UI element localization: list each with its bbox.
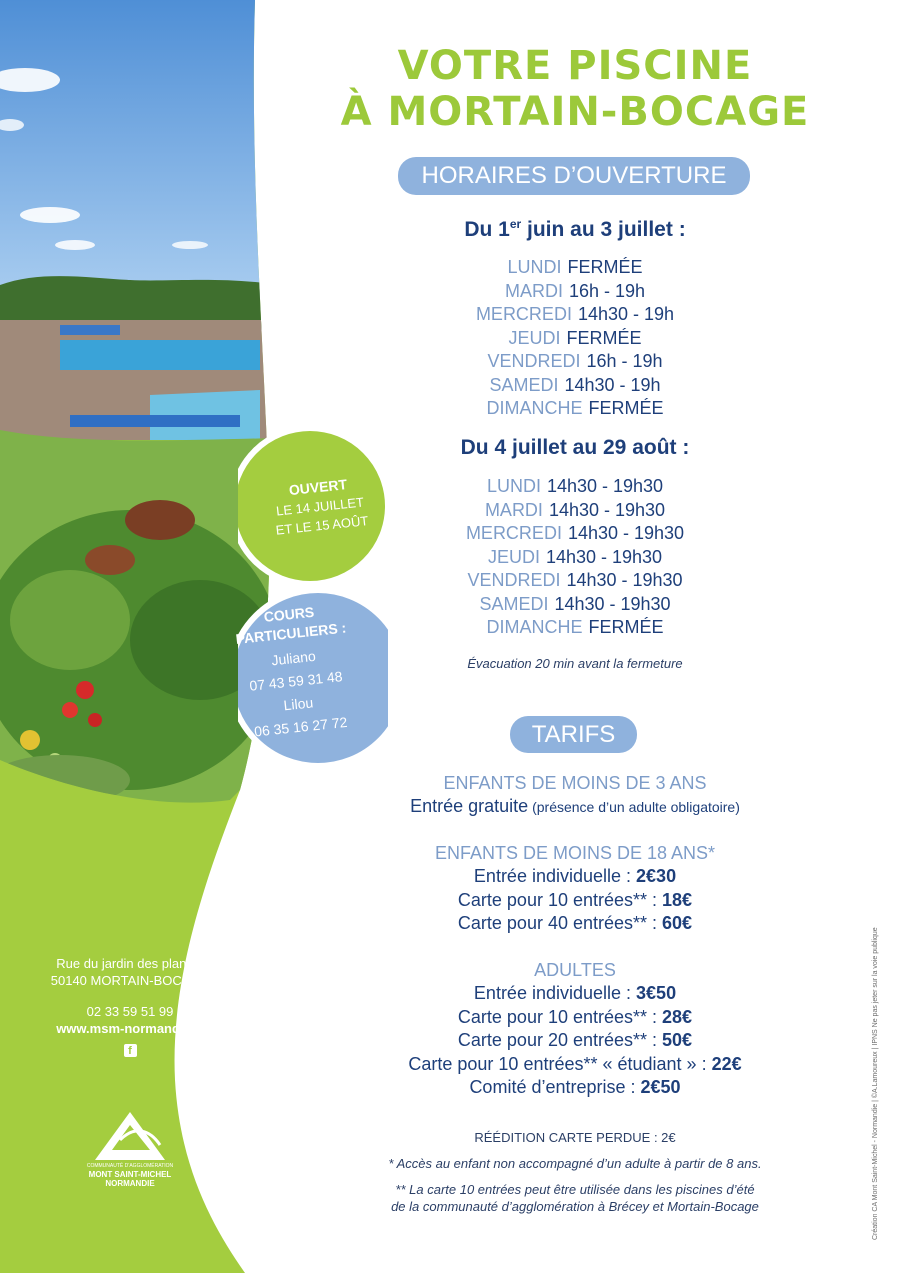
tarif-price: 3€50: [636, 983, 677, 1003]
tarif-line: [340, 889, 810, 913]
lessons-title-1: COURS: [262, 603, 315, 625]
tarif-label: Comité d’entreprise :: [469, 1077, 641, 1097]
period-1-label-sup: er: [509, 217, 522, 231]
lessons-title-2: PARTICULIERS :: [234, 619, 347, 647]
schedule-row: [390, 546, 760, 570]
hours-value: 16h - 19h: [568, 280, 646, 301]
hours-value: 14h30 - 19h30: [566, 570, 683, 590]
website-link[interactable]: www.msm-normandie.fr: [56, 1021, 204, 1036]
logo-line-2: MONT SAINT-MICHEL: [88, 1170, 172, 1179]
day-label: MERCREDI: [475, 304, 572, 324]
day-label: MARDI: [504, 280, 563, 301]
schedule-row: [390, 593, 760, 617]
tarif-line: [340, 982, 810, 1006]
day-label: DIMANCHE: [486, 398, 583, 418]
tarif-category: ENFANTS DE MOINS DE 3 ANS: [443, 773, 707, 793]
tarif-price: 18€: [662, 889, 693, 910]
hours-value: 14h30 - 19h30: [546, 476, 664, 496]
schedule-row: [390, 397, 760, 421]
tarif-line: [340, 912, 810, 936]
period-1-schedule: [390, 256, 760, 421]
tarif-line: [340, 795, 810, 819]
schedule-row: [390, 303, 760, 327]
schedule-row: [390, 522, 760, 546]
hours-value: FERMÉE: [588, 398, 664, 418]
day-label: MARDI: [484, 499, 543, 520]
instructor-name-1: Juliano: [270, 647, 317, 669]
hours-value: 14h30 - 19h: [564, 374, 661, 395]
tarif-price: 28€: [662, 1006, 693, 1027]
hours-value: 14h30 - 19h: [577, 304, 675, 324]
schedule-row: [390, 256, 760, 280]
hours-value: 14h30 - 19h30: [545, 546, 663, 567]
facebook-icon[interactable]: f: [124, 1044, 137, 1057]
tarif-label: Entrée individuelle :: [473, 983, 637, 1003]
schedule-row: [390, 499, 760, 523]
hours-value: 14h30 - 19h30: [554, 593, 671, 614]
schedule-row: [390, 569, 760, 593]
footnote-2-line-2: de la communauté d’agglomération à Brécey et Mortain-Bocage: [391, 1199, 759, 1214]
day-label: JEUDI: [487, 546, 540, 567]
hours-value: 14h30 - 19h30: [548, 499, 666, 520]
footnote-2-line-1: ** La carte 10 entrées peut être utilisée dans les piscines d’été: [395, 1182, 755, 1197]
tarif-line: [340, 865, 810, 889]
schedule-row: [390, 327, 760, 351]
tarif-line: [340, 1029, 810, 1053]
day-label: DIMANCHE: [486, 617, 583, 637]
day-label: SAMEDI: [489, 374, 559, 395]
hours-value: FERMÉE: [588, 617, 664, 637]
tarif-price: 50€: [662, 1030, 693, 1050]
tarif-under-3: [340, 771, 810, 819]
address-line-2: 50140 MORTAIN-BOCAGE: [50, 973, 210, 988]
day-label: VENDREDI: [467, 570, 561, 590]
logo-line-1: COMMUNAUTÉ D’AGGLOMÉRATION: [86, 1163, 174, 1169]
tarif-label: Carte pour 10 entrées** :: [457, 1006, 663, 1027]
tarif-free-label: Entrée gratuite: [410, 796, 529, 816]
tarif-category: ENFANTS DE MOINS DE 18 ANS*: [434, 843, 716, 863]
contact-block: [30, 955, 230, 1058]
open-title: OUVERT: [288, 476, 348, 499]
tarif-free-note: (présence d’un adulte obligatoire): [528, 799, 740, 815]
tarif-adults: [340, 958, 810, 1100]
logo-line-3: NORMANDIE: [105, 1179, 155, 1188]
schedule-row: [390, 616, 760, 640]
evacuation-note: Évacuation 20 min avant la fermeture: [467, 656, 683, 671]
tarif-category: ADULTES: [534, 960, 616, 980]
period-1-label-pre: Du 1: [464, 218, 510, 241]
tarif-label: Carte pour 40 entrées** :: [457, 913, 663, 933]
tarif-label: Carte pour 10 entrées** :: [457, 889, 663, 910]
tarif-line: [340, 1006, 810, 1030]
instructor-phone-2: 06 35 16 27 72: [253, 713, 349, 740]
instructor-name-2: Lilou: [282, 694, 314, 714]
hours-value: 16h - 19h: [586, 351, 663, 371]
schedule-row: [390, 350, 760, 374]
page-title-line-1: VOTRE PISCINE: [397, 43, 753, 89]
tarif-price: 2€50: [640, 1077, 681, 1097]
hours-value: 14h30 - 19h30: [567, 523, 685, 543]
schedule-row: [390, 280, 760, 304]
msm-logo-text: [75, 1163, 185, 1188]
day-label: LUNDI: [507, 257, 562, 277]
schedule-row: [390, 374, 760, 398]
day-label: JEUDI: [508, 327, 561, 348]
tarif-line: [340, 1076, 810, 1100]
instructor-phone-1: 07 43 59 31 48: [248, 668, 344, 694]
hours-value: FERMÉE: [567, 257, 643, 277]
period-2-schedule: [390, 475, 760, 640]
period-2-heading: Du 4 juillet au 29 août :: [460, 436, 690, 459]
lessons-text: [218, 598, 371, 746]
tarif-label: Carte pour 20 entrées** :: [457, 1030, 663, 1050]
tarif-line: [340, 1053, 810, 1077]
period-1-label-post: juin au 3 juillet :: [521, 218, 686, 241]
open-date-1: LE 14 JUILLET: [275, 494, 365, 519]
phone-number[interactable]: 02 33 59 51 99: [86, 1004, 174, 1019]
page-title-line-2: À MORTAIN-BOCAGE: [340, 89, 810, 135]
credit-text: Création CA Mont Saint-Michel - Normandie | ©A.Lamoureux | IPNS Ne pas jeter sur la voie publique: [872, 927, 879, 1240]
hours-section-pill: HORAIRES D’OUVERTURE: [398, 157, 750, 195]
tarif-under-18: [340, 841, 810, 936]
day-label: SAMEDI: [479, 593, 549, 614]
tarifs-section-pill: TARIFS: [510, 716, 637, 753]
tarif-label: Carte pour 10 entrées** « étudiant » :: [408, 1053, 712, 1074]
schedule-row: [390, 475, 760, 499]
day-label: LUNDI: [486, 476, 541, 496]
open-date-2: ET LE 15 AOÛT: [274, 513, 369, 538]
day-label: VENDREDI: [487, 351, 581, 371]
hours-value: FERMÉE: [566, 327, 642, 348]
day-label: MERCREDI: [465, 523, 562, 543]
tarif-label: Entrée individuelle :: [473, 866, 637, 886]
tarif-price: 22€: [711, 1053, 742, 1074]
tarif-price: 60€: [662, 913, 693, 933]
period-1-heading: [390, 217, 760, 242]
tarif-price: 2€30: [636, 866, 677, 886]
lost-card-fee: RÉÉDITION CARTE PERDUE : 2€: [474, 1130, 676, 1145]
address-line-1: Rue du jardin des plantes: [56, 956, 204, 971]
footnote-1: * Accès au enfant non accompagné d’un adulte à partir de 8 ans.: [388, 1156, 762, 1171]
